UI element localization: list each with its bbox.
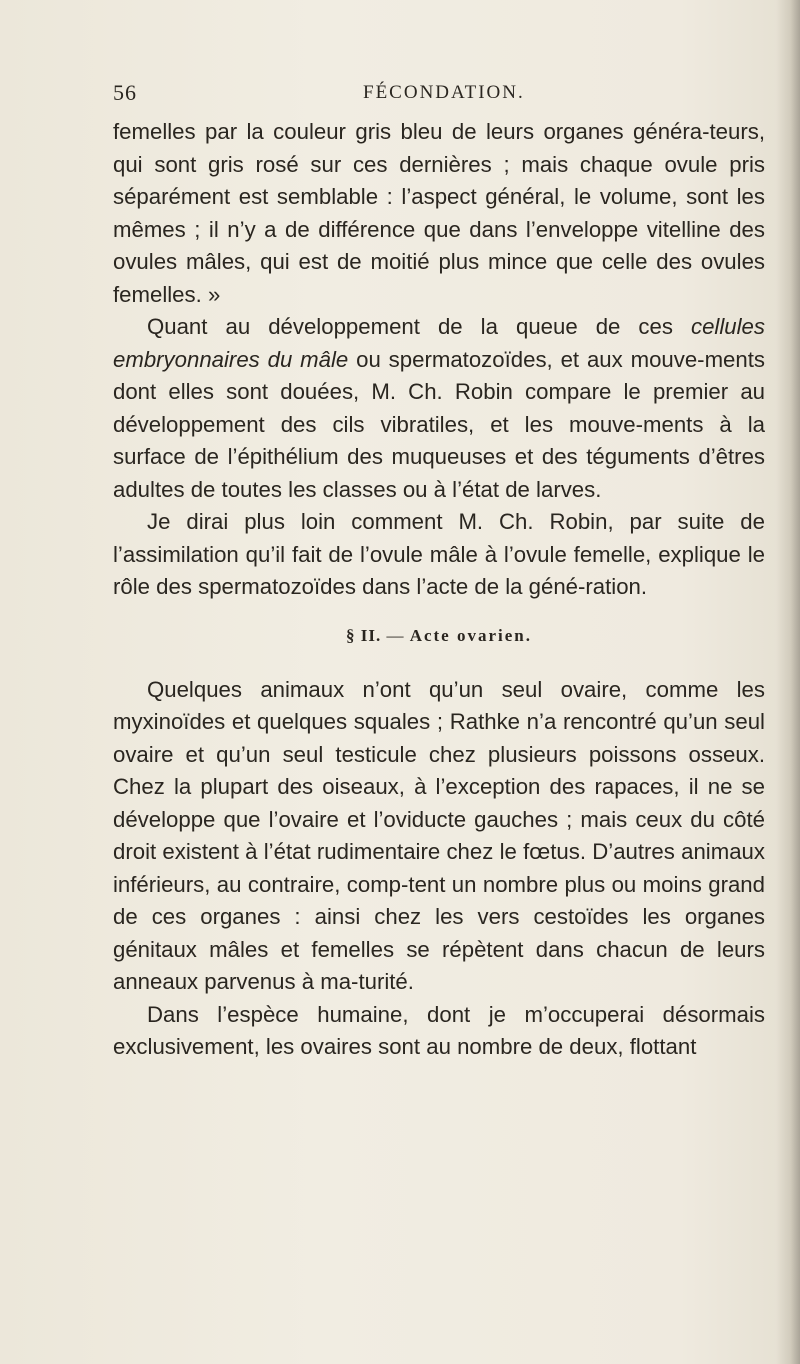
paragraph-2-italic: cellules embryonnaires du mâle [113, 314, 765, 372]
page-number: 56 [113, 80, 137, 105]
running-head: FÉCONDATION. [363, 82, 525, 103]
body-text [113, 116, 765, 1064]
section-dash: — [381, 625, 410, 645]
page-gutter-shadow [776, 0, 800, 1364]
section-number: § II. [345, 625, 382, 645]
paragraph-1: femelles par la couleur gris bleu de leurs organes généra-teurs, qui sont gris rosé sur ces dernières ; mais chaque ovule pris séparément est semblable : l’aspect général, le volume, sont les mêmes ; il n’y a de différence que dans l’enveloppe vitelline des ovules mâles, qui est de moitié plus mince que celle des ovules femelles. » [113, 119, 765, 307]
paragraph-3: Je dirai plus loin comment M. Ch. Robin, par suite de l’assimilation qu’il fait de l’ovule mâle à l’ovule femelle, explique le rôle des spermatozoïdes dans l’acte de la géné-ration. [113, 509, 765, 599]
paragraph-2 [113, 311, 765, 506]
section-title: Acte ovarien. [409, 625, 533, 645]
paragraph-2-end: ou spermatozoïdes, et aux mouve-ments dont elles sont douées, M. Ch. Robin compare le premier au développement des cils vibratiles, et les mouve-ments à la surface de l’épithélium des muqueuses et des téguments d’êtres adultes de toutes les classes ou à l’état de larves. [113, 346, 765, 502]
section-heading [113, 626, 765, 646]
paragraph-4: Quelques animaux n’ont qu’un seul ovaire, comme les myxinoïdes et quelques squales ; Rathke n’a rencontré qu’un seul ovaire et qu’un seul testicule chez plusieurs poissons osseux. Chez la plupart des oiseaux, à l’exception des rapaces, il ne se développe que l’ovaire et l’oviducte gauches ; mais ceux du côté droit existent à l’état rudimentaire chez le fœtus. D’autres animaux inférieurs, au contraire, comp-tent un nombre plus ou moins grand de ces organes : ainsi chez les vers cestoïdes les organes génitaux mâles et femelles se répètent dans chacun de leurs anneaux parvenus à ma-turité. [113, 676, 765, 994]
paragraph-5: Dans l’espèce humaine, dont je m’occuperai désormais exclusivement, les ovaires sont au nombre de deux, flottant [113, 1001, 765, 1059]
paragraph-2-start: Quant au développement de la queue de ces [147, 314, 691, 339]
page-header [113, 80, 673, 114]
